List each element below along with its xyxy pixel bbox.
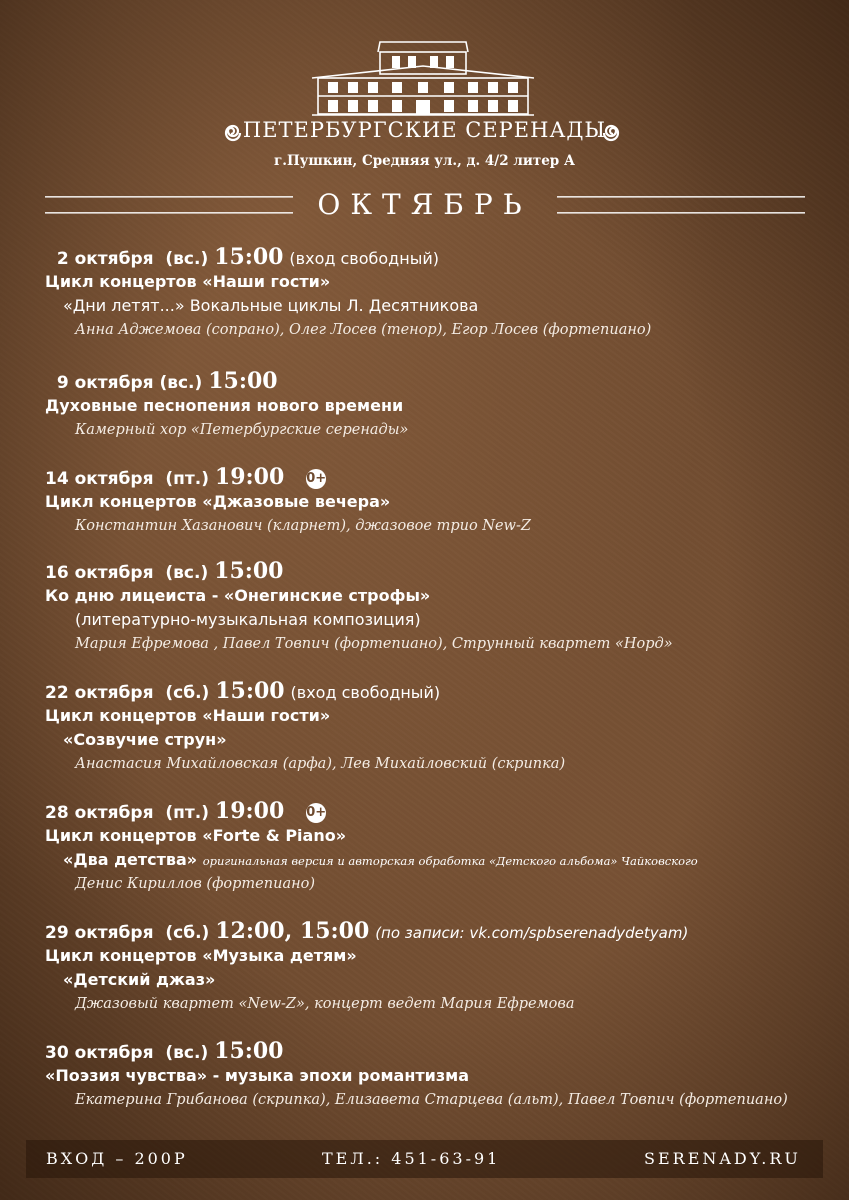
event-cycle: Духовные песнопения нового времени [45,396,404,415]
swirl-right-icon [596,120,626,146]
address: г.Пушкин, Средняя ул., д. 4/2 литер А [274,153,575,169]
event-program-note: оригинальная версия и авторская обработка «Детского альбома» Чайковского [202,854,698,868]
event-performers: Мария Ефремова , Павел Товпич (фортепиано), Струнный квартет «Норд» [75,636,673,652]
event-time: 15:00 [208,368,278,394]
event-performers: Константин Хазанович (кларнет), джазовое трио New-Z [75,518,531,534]
event-item [45,244,835,368]
event-date-line [45,558,835,584]
event-day: 28 октября [45,803,154,823]
event-date-line [45,798,835,824]
event-date-line [45,368,835,394]
event-performers: Камерный хор «Петербургские серенады» [75,422,409,438]
event-item [45,558,835,678]
entry-price: ВХОД – 200Р [46,1149,188,1168]
brand-row [0,118,849,148]
event-performers: Джазовый квартет «New-Z», концерт ведет Мария Ефремова [75,996,575,1012]
event-performers: Денис Кириллов (фортепиано) [75,876,316,892]
events-list [45,244,835,1128]
event-time: 19:00 [214,464,285,490]
event-date-line [45,918,835,944]
event-cycle: «Поэзия чувства» - музыка эпохи романтизма [45,1066,470,1085]
event-cycle: Цикл концертов «Музыка детям» [45,946,357,965]
event-day: 2 октября [56,249,154,269]
event-note: (по записи: vk.com/spbserenadydetyam) [375,924,689,942]
event-item [45,918,835,1038]
divider-right-top [557,196,805,198]
event-weekday: (пт.) [165,803,209,823]
event-time: 15:00 [214,244,284,270]
event-note: (вход свободный) [289,249,439,268]
event-time: 15:00 [214,1038,284,1064]
event-cycle: Цикл концертов «Наши гости» [45,272,331,291]
event-performers: Екатерина Грибанова (скрипка), Елизавета Старцева (альт), Павел Товпич (фортепиано) [75,1092,788,1108]
event-weekday: (вс.) [159,373,203,393]
event-item [45,1038,835,1128]
event-time: 12:00, 15:00 [215,918,370,944]
event-program-line [45,848,835,872]
event-cycle: Цикл концертов «Наши гости» [45,706,331,725]
event-item [45,798,835,918]
event-item [45,678,835,798]
website-link[interactable]: SERENADY.RU [644,1149,801,1168]
event-weekday: (сб.) [165,923,210,943]
event-day: 29 октября [45,923,154,943]
event-performers: Анастасия Михайловская (арфа), Лев Михайловский (скрипка) [75,756,566,772]
event-item [45,368,835,464]
event-date-line [45,244,835,270]
event-time: 15:00 [215,678,285,704]
event-day: 14 октября [45,469,154,489]
event-program: (литературно-музыкальная композиция) [75,610,421,629]
event-cycle: Цикл концертов «Джазовые вечера» [45,492,391,511]
event-day: 16 октября [45,563,154,583]
phone-number[interactable]: ТЕЛ.: 451-63-91 [322,1149,501,1168]
month-row [0,188,849,228]
footer-bar [26,1140,823,1178]
divider-right-bottom [557,212,805,214]
event-program: «Два детства» [63,850,198,869]
event-date-line [45,1038,835,1064]
event-day: 22 октября [45,683,154,703]
event-weekday: (сб.) [165,683,210,703]
event-day: 9 октября [56,373,154,393]
age-badge-icon: 0+ [306,803,326,823]
event-cycle: Цикл концертов «Forte & Piano» [45,826,347,845]
event-time: 15:00 [214,558,284,584]
event-item [45,464,835,558]
event-day: 30 октября [45,1043,154,1063]
event-performers: Анна Аджемова (сопрано), Олег Лосев (тенор), Егор Лосев (фортепиано) [75,322,652,338]
brand-title: ПЕТЕРБУРГСКИЕ СЕРЕНАДЫ [242,118,607,142]
event-weekday: (пт.) [165,469,209,489]
event-note: (вход свободный) [290,683,441,702]
month-title: ОКТЯБРЬ [317,188,532,221]
event-weekday: (вс.) [165,249,209,269]
event-program: «Детский джаз» [63,970,216,989]
event-program: «Дни летят...» Вокальные циклы Л. Десятникова [63,296,479,315]
event-date-line [45,464,835,490]
event-date-line [45,678,835,704]
event-time: 19:00 [214,798,285,824]
event-weekday: (вс.) [165,1043,209,1063]
age-badge-icon: 0+ [306,469,326,489]
event-cycle: Ко дню лицеиста - «Онегинские строфы» [45,586,431,605]
event-program: «Созвучие струн» [63,730,227,749]
building-logo [308,38,538,118]
event-weekday: (вс.) [165,563,209,583]
